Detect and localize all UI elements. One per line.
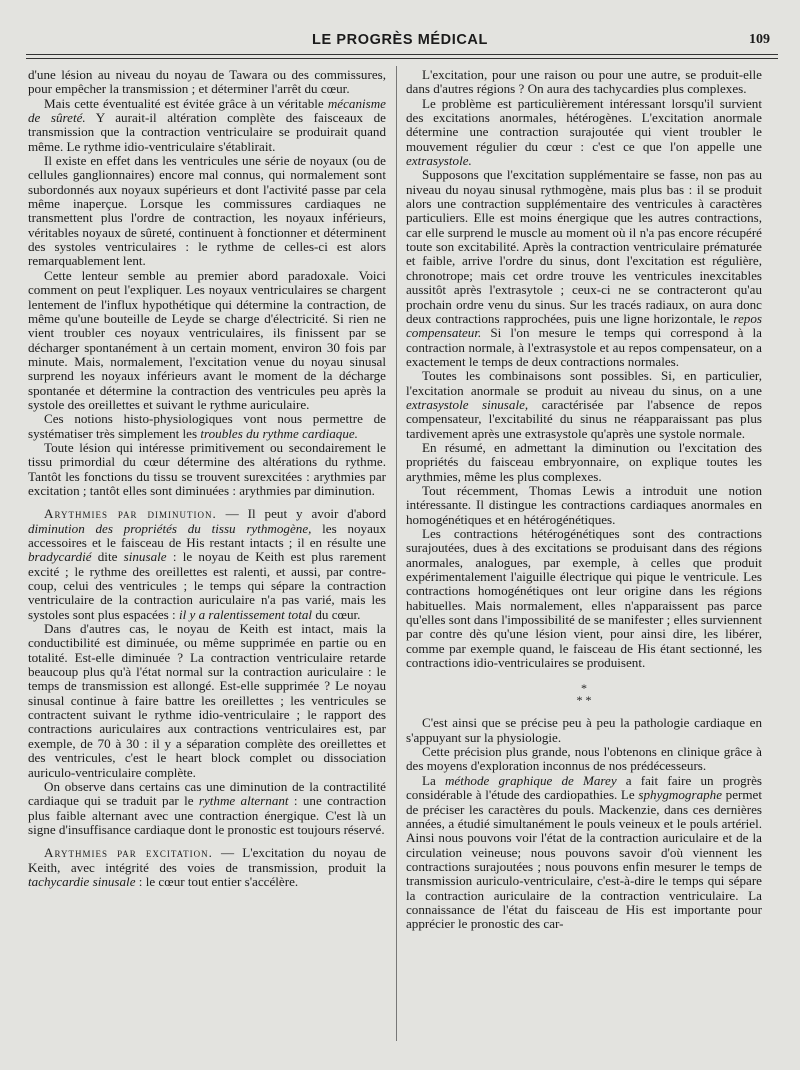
running-header (26, 32, 774, 52)
header-rule-top (26, 54, 778, 55)
paragraph: Dans d'autres cas, le noyau de Keith est intact, mais la conductibilité est diminuée, ou même supprimée en partie ou en totalité. Est-elle diminuée ? La contraction ventriculaire retarde beaucoup plus qu'à l'état normal sur la contraction auriculaire : le temps de transmission est allongé. Est-elle supprimée ? Le noyau sinusal continue à faire battre les oreillettes ; les ventricules se contractent suivant le rythme idio-ventriculaire ; le rapport des contractions auriculaires aux contractions ventriculaires est, par exemple, de 70 à 30 : il y a séparation complète des oreillettes et des ventricules, c'est le heart block complet ou dissociation auriculo-ventriculaire complète. (28, 621, 386, 780)
paragraph: On observe dans certains cas une diminution de la contractilité cardiaque qui se traduit par le rythme alternant : une contraction plus faible alternant avec une contraction énergique. C'est là un signe d'insuffisance cardiaque dont le pronostic est toujours réservé. (28, 778, 386, 837)
section-break-asterisks: * * * (576, 681, 592, 708)
paragraph: Cette lenteur semble au premier abord paradoxale. Voici comment on peut l'expliquer. Les noyaux ventriculaires se chargent lentement de l'influx hypothétique qui détermine la contraction, de même qu'une bouteille de Leyde se charge d'électricité. Si rien ne vient troubler ces noyaux ventriculaires, ils finissent par se décharger spontanément à un certain moment, environ 30 fois par minute. Mais, normalement, l'excitation venue du noyau sinusal surprend les noyaux inférieurs avant le moment de la décharge spontanée et détermine la contraction des ventricules peu après la systole des oreillettes et suivant le rythme auriculaire. (28, 267, 386, 412)
paragraph: En résumé, en admettant la diminution ou l'excitation des propriétés du faisceau embryonnaire, on explique toutes les arythmies, même les plus complexes. (406, 439, 762, 484)
section-heading: Arythmies par diminution. (44, 506, 217, 522)
journal-title: LE PROGRÈS MÉDICAL (312, 32, 488, 48)
header-rule-bottom (26, 58, 778, 59)
paragraph: Les contractions hétérogénétiques sont des contractions surajoutées, dues à des excitations se produisant dans des régions anormales, analogues, par exemple, à celles que produit expérimentalement l'aiguille électrique qui pique le ventricule. Les contractions homogénétiques ont leur origine dans les régions habituelles. Mais normalement, elles n'apparaissent pas parce qu'elles sont dans l'impossibilité de se manifester ; elles surviennent par contre dès qu'une lésion vient, pour ainsi dire, les libérer, comme par exemple quand, le faisceau de His étant sectionné, les contractions idio-ventriculaires se produisent. (406, 526, 762, 671)
paragraph: Toutes les combinaisons sont possibles. Si, en particulier, l'excitation anormale se produit au niveau du sinus, on a une extrasystole sinusale, caractérisée par l'absence de repos compensateur, l'excitabilité du sinus ne réapparaissant pas plus tardivement après une extrasystole qu'après une systole normale. (406, 368, 762, 441)
paragraph: Le problème est particulièrement intéressant lorsqu'il survient des excitations anormales, hétérogènes. L'excitation anormale détermine une contraction surajoutée qui vient troubler le mouvement régulier du cœur : c'est ce que l'on appelle une extrasystole. (406, 95, 762, 169)
paragraph: Supposons que l'excitation supplémentaire se fasse, non pas au niveau du noyau sinusal rythmogène, mais plus bas : il se produit alors une contraction supplémentaire des ventricules à caractères particuliers. Elle est moins énergique que les autres contractions, car elle surprend le muscle au moment où il n'a pas encore récupéré toute son excitabilité. Après la contraction ventriculaire prématurée et faible, arrive l'ordre du sinus, dont l'excitation est régulière, chronotrope; mais cet ordre trouve les ventricules inexcitables aussitôt après l'extrasytole ; ceux-ci ne se contracteront qu'au prochain ordre venu du sinus. Sur les tracés radiaux, on aura donc deux contractions rapprochées, puis une ligne horizontale, le repos compensateur. Si l'on mesure le temps qui correspond à la contraction normale, à l'extrasystole et au repos compensateur, on a exactement le temps de deux contractions normales. (406, 167, 762, 369)
paragraph: Mais cette éventualité est évitée grâce à un véritable mécanisme de sûreté. Y aurait-il altération complète des faisceaux de transmission que la contraction ventriculaire se produirait quand même. Le rythme idio-ventriculaire s'établirait. (28, 95, 386, 154)
paragraph: d'une lésion au niveau du noyau de Tawara ou des commissures, pour empêcher la transmission ; et déterminer l'arrêt du cœur. (28, 67, 386, 97)
paragraph: La méthode graphique de Marey a fait faire un progrès considérable à l'étude des cardiopathies. Le sphygmographe permet de préciser les caractères du pouls. Mackenzie, dans ces dernières années, a étudié simultanément le pouls veineux et le pouls artériel. Ainsi nous pouvons voir l'état de la contraction auriculaire et de la circulation veineuse; nous pouvons savoir d'où viennent les contractions surajoutées ; nous pouvons enfin mesurer le temps de transmission auriculo-ventriculaire, c'est-à-dire le temps qui sépare la contraction auriculaire de la contraction ventriculaire. La connaissance de l'état du faisceau de His est importante pour apprécier le pronostic des car- (406, 772, 762, 932)
paragraph: C'est ainsi que se précise peu à peu la pathologie cardiaque en s'appuyant sur la physiologie. (406, 715, 762, 745)
paragraph: Il existe en effet dans les ventricules une série de noyaux (ou de cellules ganglionnaires) encore mal connus, qui normalement sont subordonnés aux noyaux supérieurs et dont l'activité passe par cela même inaperçue. Lorsque les commissures cardiaques ne transmettent plus l'ordre de contraction, les noyaux inférieurs, véritables noyaux de sûreté, continuent à fonctionner et déterminent des systoles ventriculaires : le rythme de celles-ci est alors remarquablement lent. (28, 153, 386, 269)
section-paragraph: Arythmies par diminution. — Il peut y avoir d'abord diminution des propriétés du tissu rythmogène, les noyaux accessoires et le faisceau de His restant intacts ; il en résulte une bradycardié dite sinusale : le noyau de Keith est plus rarement excité ; le rythme des oreillettes est ralenti, et aussi, par contre-coup, celui des ventricules ; le temps qui sépare la contraction ventriculaire de la contraction auriculaire n'a pas varié, mais les systoles sont plus espacées : il y a ralentissement total du cœur. (28, 506, 386, 622)
paragraph: Cette précision plus grande, nous l'obtenons en clinique grâce à des moyens d'exploration inconnus de nos prédécesseurs. (406, 744, 762, 774)
right-column (406, 68, 762, 932)
paragraph: Toute lésion qui intéresse primitivement ou secondairement le tissu primordial du cœur détermine des altérations du rythme. Tantôt les fonctions du tissu se trouvent surexcitées : arythmies par excitation ; tantôt elles sont diminuées : arythmies par diminution. (28, 439, 386, 498)
paragraph: Tout récemment, Thomas Lewis a introduit une notion intéressante. Il distingue les contractions cardiaques anormales en homogénétiques et en hétérogénétiques. (406, 482, 762, 527)
paragraph: Ces notions histo-physiologiques vont nous permettre de systématiser très simplement les troubles du rythme cardiaque. (28, 411, 386, 441)
column-separator (396, 66, 397, 1041)
section-heading: Arythmies par excitation. (44, 845, 213, 861)
left-column (28, 68, 386, 889)
page-number: 109 (749, 32, 770, 47)
paragraph: L'excitation, pour une raison ou pour une autre, se produit-elle dans d'autres régions ? On aura des tachycardies plus complexes. (406, 67, 762, 97)
section-paragraph: Arythmies par excitation. — L'excitation du noyau de Keith, avec intégrité des voies de transmission, produit la tachycardie sinusale : le cœur tout entier s'accélère. (28, 845, 387, 889)
